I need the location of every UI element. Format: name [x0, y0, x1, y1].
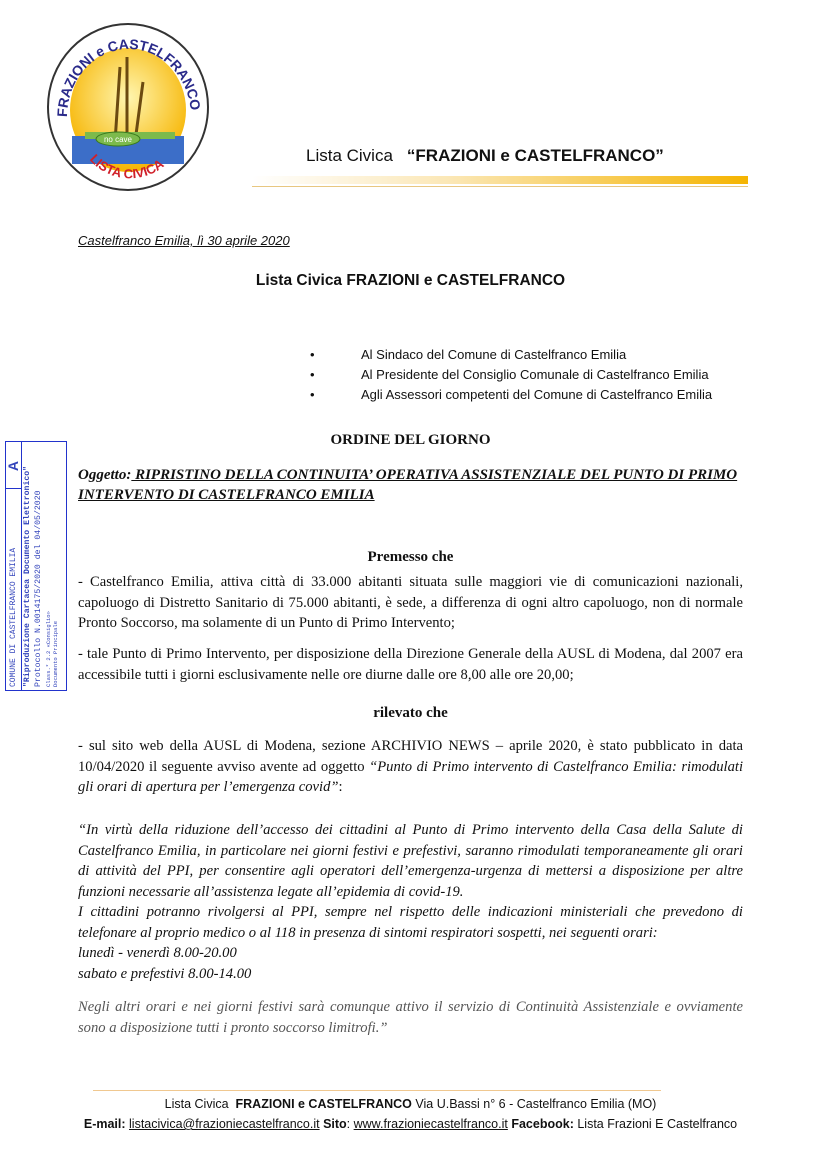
email-link[interactable]: listacivica@frazioniecastelfranco.it [129, 1117, 320, 1131]
footer-name: FRAZIONI e CASTELFRANCO [235, 1097, 412, 1111]
quote-hours-weekdays: lunedì - venerdì 8.00-20.00 [78, 945, 237, 961]
paragraph-1: - Castelfranco Emilia, attiva città di 33.000 abitanti situata sulle maggiori vie di comunicazioni nazionali, capoluogo di Distretto Sanitario di 75.000 abitanti, è sede, a differenza di ogni altro capoluogo, non di normale Pronto Soccorso, ma solamente di un Punto di Primo Intervento; [78, 574, 743, 631]
premesso-heading: Premesso che [367, 549, 454, 565]
paragraph-3 [78, 736, 743, 798]
quote-paragraph-1: “In virtù della riduzione dell’accesso dei cittadini al Punto di Primo intervento della Casa della Salute di Castelfranco Emilia, in particolare nei giorni festivi e prefestivi, saranno rimodulati temporaneamente gli orari di attività del PPI, per consentire agli operatori dell’emergenza-urgenza di mettersi a disposizione per altre funzioni necessarie all’assistenza legate all’epidemia di covid-19. [78, 822, 743, 900]
header-prefix: Lista Civica [306, 146, 393, 165]
paragraph-2: - tale Punto di Primo Intervento, per disposizione della Direzione Generale della AUSL di Modena, dal 2007 era accessibile tutti i giorni esclusivamente nelle ore diurne dalle ore 8,00 alle ore 20,00; [78, 646, 743, 683]
site-link[interactable]: www.frazioniecastelfranco.it [353, 1117, 508, 1131]
site-label: Sito [323, 1117, 347, 1131]
quote-block [78, 820, 743, 984]
logo-badge: no cave [103, 135, 133, 144]
p3-quote: “Punto di Primo intervento di Castelfranco Emilia: rimodulati gli orari di apertura per l’emergenza covid” [78, 758, 743, 795]
stamp-documento: Documento Principale [52, 620, 59, 687]
recipient-text: Al Presidente del Consiglio Comunale di Castelfranco Emilia [361, 367, 709, 382]
footer-prefix: Lista Civica [164, 1097, 229, 1111]
logo-top-text: FRAZIONI e CASTELFRANCO [53, 35, 204, 118]
oggetto-text: RIPRISTINO DELLA CONTINUITA’ OPERATIVA ASSISTENZIALE DEL PUNTO DI PRIMO INTERVENTO DI CASTELFRANCO EMILIA [78, 467, 738, 503]
recipient-list [310, 347, 712, 407]
header-divider [252, 186, 748, 187]
oggetto [78, 465, 746, 505]
facebook-label: Facebook: [511, 1117, 574, 1131]
recipient-item: • Al Sindaco del Comune di Castelfranco Emilia [310, 347, 712, 367]
footer-street: Via U.Bassi n° 6 - Castelfranco Emilia (MO) [415, 1097, 657, 1111]
recipient-text: Agli Assessori competenti del Comune di Castelfranco Emilia [361, 387, 713, 402]
header-title [306, 146, 664, 166]
stamp-riproduzione: "Riproduzione Cartacea Documento Elettronico" [23, 465, 32, 687]
oggetto-label: Oggetto: [78, 467, 132, 483]
stamp-classe: Class.* 2.2 «Consiglio» [45, 611, 52, 687]
document-title: Lista Civica FRAZIONI e CASTELFRANCO [255, 272, 566, 289]
header-bar [252, 176, 748, 184]
recipient-text: Al Sindaco del Comune di Castelfranco Emilia [361, 347, 627, 362]
footer-address [0, 1097, 821, 1111]
header-name: “FRAZIONI e CASTELFRANCO” [406, 146, 664, 165]
ordine-heading: ORDINE DEL GIORNO [330, 432, 491, 448]
protocol-stamp [5, 441, 67, 691]
facebook-name: Lista Frazioni E Castelfranco [577, 1117, 738, 1131]
p3-end: : [338, 779, 343, 795]
stamp-comune: COMUNE DI CASTELFRANCO EMILIA [6, 488, 22, 690]
recipient-item: • Agli Assessori competenti del Comune di Castelfranco Emilia [310, 387, 712, 407]
stamp-letter: A [6, 442, 22, 490]
date-line: Castelfranco Emilia, lì 30 aprile 2020 [78, 233, 290, 248]
rilevato-heading: rilevato che [373, 705, 448, 721]
logo-bottom-text: LISTA CIVICA [87, 151, 167, 182]
recipient-item: • Al Presidente del Consiglio Comunale di Castelfranco Emilia [310, 367, 712, 387]
stamp-protocollo: Protocollo N.0014175/2020 del 04/05/2020 [34, 490, 43, 687]
footer-divider [93, 1090, 661, 1091]
quote-paragraph-3: Negli altri orari e nei giorni festivi sarà comunque attivo il servizio di Continuità Assistenziale e ovviamente sono a disposizione tutti i pronto soccorso limitrofi.” [78, 999, 743, 1036]
quote-paragraph-2: I cittadini potranno rivolgersi al PPI, sempre nel rispetto delle indicazioni ministeriali che prevedono di telefonare al proprio medico o al 118 in presenza di sintomi respiratori sospetti, nei seguenti orari: [78, 904, 743, 941]
footer-contacts: E-mail: listacivica@frazioniecastelfranco.it Sito: www.frazioniecastelfranco.it Facebook: Lista Frazioni E Castelfranco [83, 1117, 738, 1131]
logo [45, 22, 211, 192]
quote-hours-saturday: sabato e prefestivi 8.00-14.00 [78, 965, 252, 982]
email-label: E-mail: [83, 1117, 126, 1131]
p3-text: - sul sito web della AUSL di Modena, sezione ARCHIVIO NEWS – aprile 2020, è stato pubblicato in data 10/04/2020 il seguente avviso avente ad oggetto [78, 738, 743, 775]
